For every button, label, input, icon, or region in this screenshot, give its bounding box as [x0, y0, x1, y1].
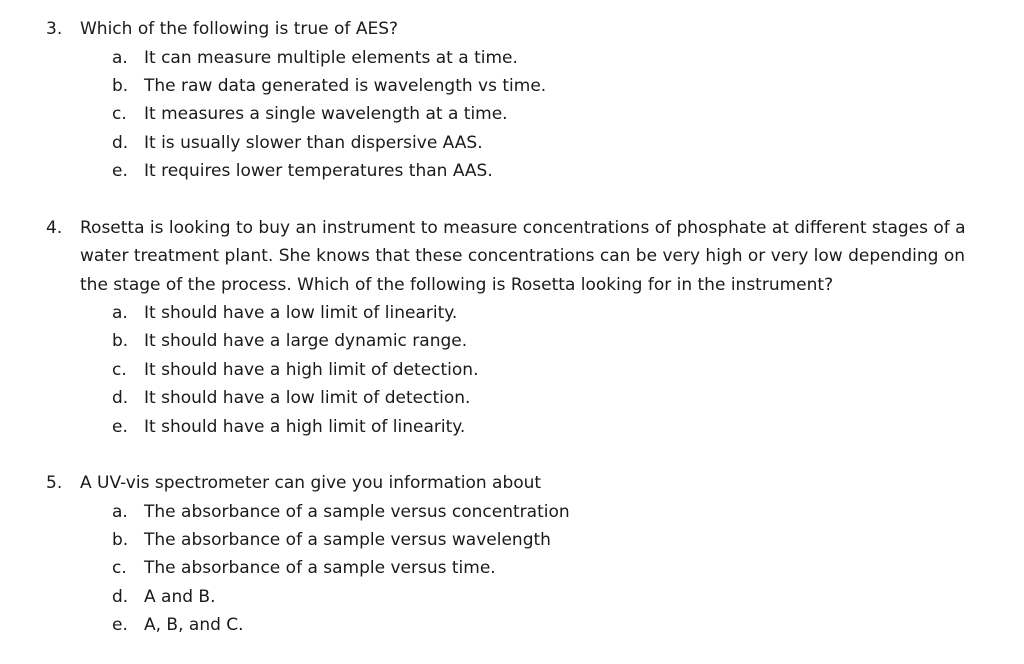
option-letter: a.	[112, 48, 128, 68]
option-a[interactable]	[0, 498, 1024, 526]
option-text: It requires lower temperatures than AAS.	[144, 161, 493, 181]
option-a[interactable]	[0, 44, 1024, 72]
question-text-line-3: the stage of the process. Which of the following is Rosetta looking for in the instrument?	[80, 275, 834, 295]
option-d[interactable]	[0, 384, 1024, 412]
option-c[interactable]	[0, 356, 1024, 384]
option-text: It can measure multiple elements at a time.	[144, 48, 518, 68]
option-letter: b.	[112, 331, 129, 351]
option-text: It should have a large dynamic range.	[144, 331, 468, 351]
option-a[interactable]	[0, 299, 1024, 327]
option-letter: c.	[112, 558, 127, 578]
option-e[interactable]	[0, 611, 1024, 639]
option-text: A, B, and C.	[144, 615, 244, 635]
option-letter: e.	[112, 615, 128, 635]
option-text: It should have a low limit of linearity.	[144, 303, 458, 323]
option-b[interactable]	[0, 327, 1024, 355]
option-letter: a.	[112, 502, 128, 522]
option-letter: b.	[112, 76, 129, 96]
question-text: A UV-vis spectrometer can give you information about	[80, 473, 542, 493]
question-text-line-1: Rosetta is looking to buy an instrument to measure concentrations of phosphate at different stages of a	[80, 218, 966, 238]
option-text: It should have a high limit of linearity.	[144, 417, 466, 437]
question-number: 5.	[46, 473, 63, 493]
option-text: The raw data generated is wavelength vs time.	[144, 76, 547, 96]
option-text: It should have a high limit of detection.	[144, 360, 479, 380]
option-c[interactable]	[0, 554, 1024, 582]
option-text: It measures a single wavelength at a time.	[144, 104, 508, 124]
option-letter: d.	[112, 388, 129, 408]
option-e[interactable]	[0, 157, 1024, 185]
option-letter: c.	[112, 104, 127, 124]
option-b[interactable]	[0, 72, 1024, 100]
option-letter: e.	[112, 161, 128, 181]
option-d[interactable]	[0, 583, 1024, 611]
option-text: It is usually slower than dispersive AAS.	[144, 133, 483, 153]
option-letter: d.	[112, 133, 129, 153]
option-text: It should have a low limit of detection.	[144, 388, 471, 408]
option-letter: c.	[112, 360, 127, 380]
option-letter: a.	[112, 303, 128, 323]
option-letter: b.	[112, 530, 129, 550]
option-text: A and B.	[144, 587, 216, 607]
question-number: 4.	[46, 218, 63, 238]
option-text: The absorbance of a sample versus wavelength	[144, 530, 551, 550]
option-e[interactable]	[0, 413, 1024, 441]
question-text: Which of the following is true of AES?	[80, 19, 399, 39]
option-letter: e.	[112, 417, 128, 437]
question-number: 3.	[46, 19, 63, 39]
option-b[interactable]	[0, 526, 1024, 554]
option-c[interactable]	[0, 100, 1024, 128]
option-letter: d.	[112, 587, 129, 607]
option-text: The absorbance of a sample versus time.	[144, 558, 496, 578]
option-d[interactable]	[0, 129, 1024, 157]
question-text-line-2: water treatment plant. She knows that these concentrations can be very high or very low depending on	[80, 246, 966, 266]
option-text: The absorbance of a sample versus concentration	[144, 502, 570, 522]
